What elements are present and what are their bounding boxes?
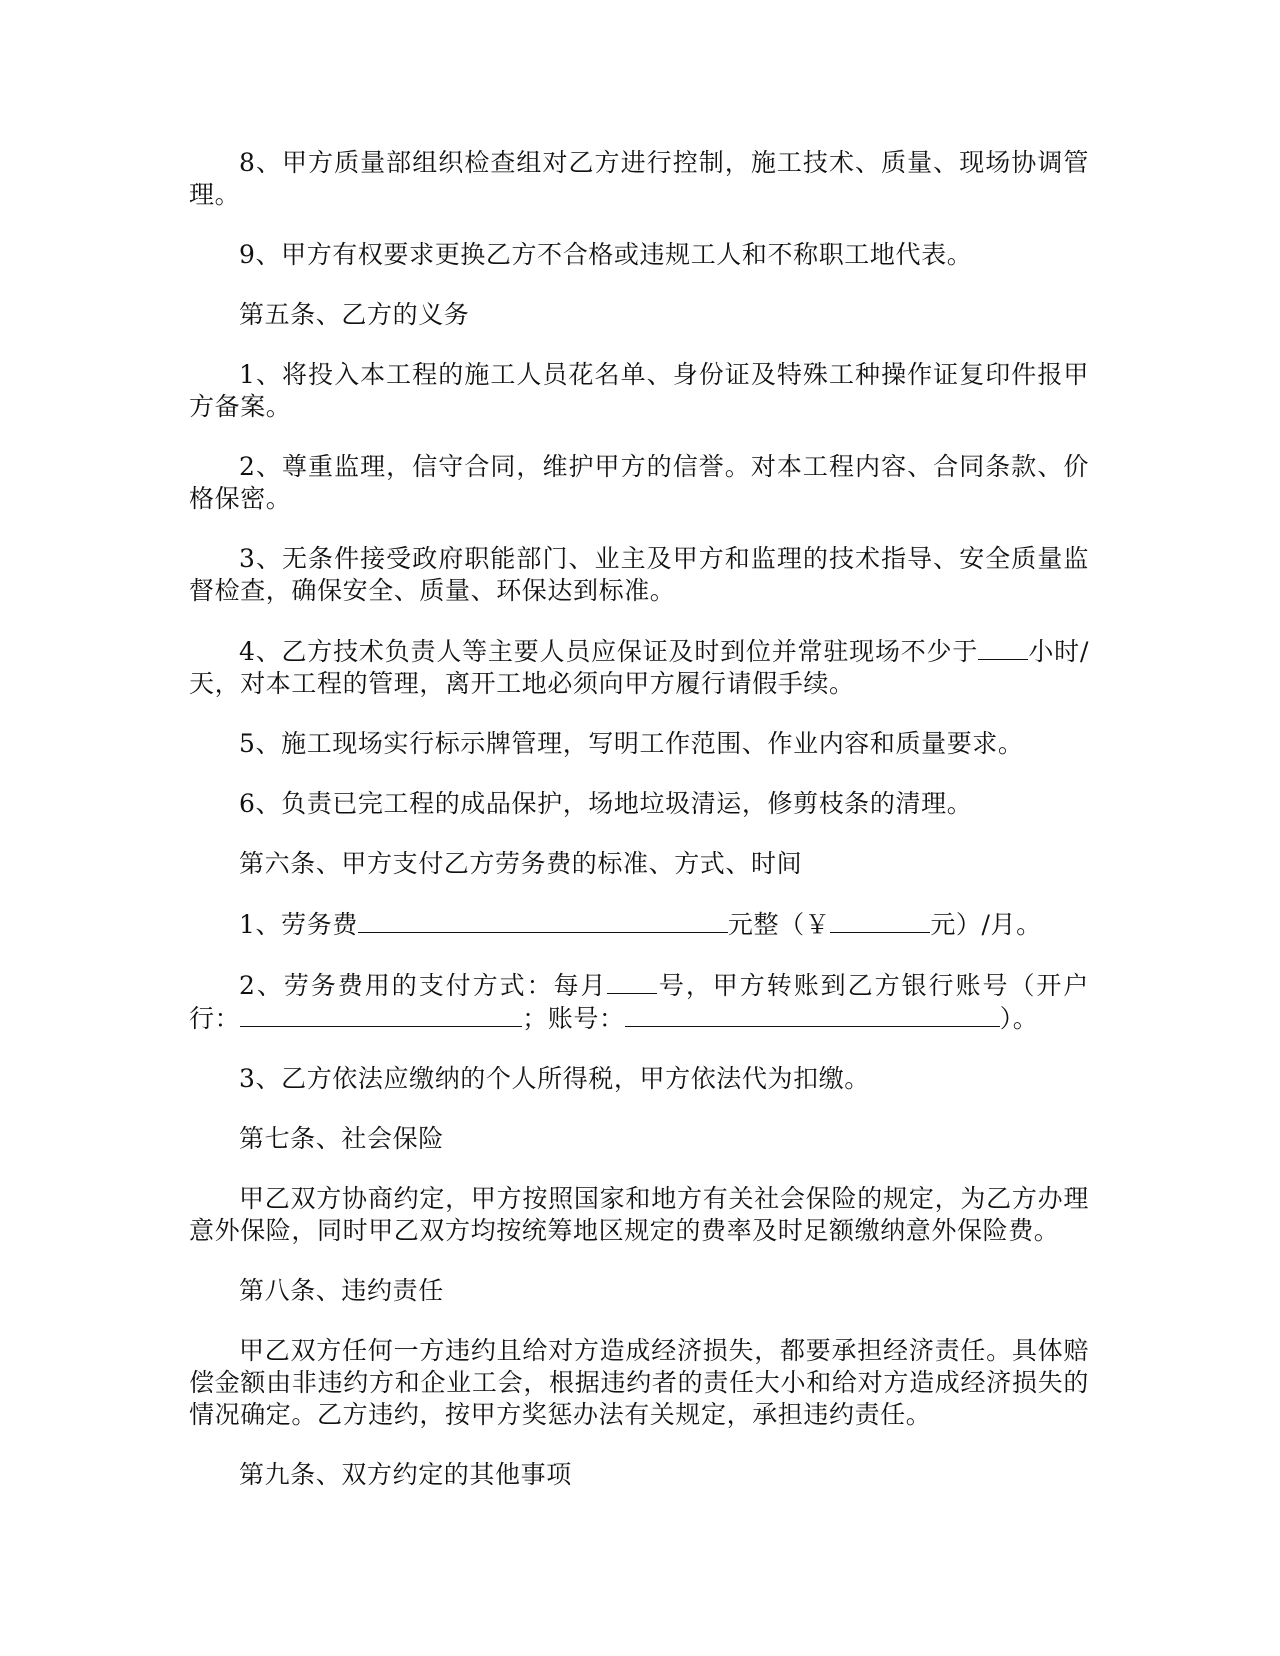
article-9-title: 第九条、双方约定的其他事项 (239, 1460, 572, 1489)
article-7-title: 第七条、社会保险 (239, 1124, 444, 1153)
document-body (189, 147, 1089, 1519)
clause-5-2: 2、尊重监理，信守合同，维护甲方的信誉。对本工程内容、合同条款、价格保密。 (189, 452, 1089, 513)
clause-6-2-account-label: ；账号： (522, 1004, 625, 1033)
clause-6-1-label: 1、劳务费 (239, 910, 358, 939)
clause-5-5: 5、施工现场实行标示牌管理，写明工作范围、作业内容和质量要求。 (239, 729, 1024, 758)
clause-5-4-text-end: 小时/天，对本工程的管理，离开工地必须向甲方履行请假手续。 (189, 637, 1089, 698)
clause-6-2-end: ）。 (999, 1004, 1039, 1033)
account-number-blank[interactable] (625, 1002, 1000, 1027)
clause-4-8: 8、甲方质量部组织检查组对乙方进行控制，施工技术、质量、现场协调管理。 (189, 148, 1089, 209)
fee-amount-blank[interactable] (358, 908, 728, 933)
clause-6-1-end: 元）/月。 (930, 910, 1042, 939)
fee-number-blank[interactable] (830, 908, 930, 933)
clause-6-1 (189, 908, 1089, 941)
clause-6-2-bank-label: 号，甲方转账到乙方银行账号（开户行： (189, 971, 1089, 1033)
article-8-body: 甲乙双方任何一方违约且给对方造成经济损失，都要承担经济责任。具体赔偿金额由非违约方和企业工会，根据违约者的责任大小和给对方造成经济损失的情况确定。乙方违约，按甲方奖惩办法有关规定，承担违约责任。 (189, 1336, 1089, 1429)
clause-5-6: 6、负责已完工程的成品保护，场地垃圾清运，修剪枝条的清理。 (239, 789, 973, 818)
clause-5-3: 3、无条件接受政府职能部门、业主及甲方和监理的技术指导、安全质量监督检查，确保安全、质量、环保达到标准。 (189, 544, 1089, 605)
hours-blank[interactable] (978, 635, 1028, 660)
clause-5-4 (189, 635, 1089, 700)
clause-6-3: 3、乙方依法应缴纳的个人所得税，甲方依法代为扣缴。 (239, 1064, 870, 1093)
clause-4-9: 9、甲方有权要求更换乙方不合格或违规工人和不称职工地代表。 (239, 240, 973, 269)
article-5-title: 第五条、乙方的义务 (239, 300, 470, 329)
clause-6-1-yuan: 元整（￥ (727, 910, 831, 939)
article-7-body: 甲乙双方协商约定，甲方按照国家和地方有关社会保险的规定，为乙方办理意外保险，同时甲乙双方均按统筹地区规定的费率及时足额缴纳意外保险费。 (189, 1184, 1089, 1245)
article-8-title: 第八条、违约责任 (239, 1276, 444, 1305)
clause-6-2-label: 2、劳务费用的支付方式：每月 (239, 971, 608, 1000)
article-6-title: 第六条、甲方支付乙方劳务费的标准、方式、时间 (239, 849, 803, 878)
clause-5-1: 1、将投入本工程的施工人员花名单、身份证及特殊工种操作证复印件报甲方备案。 (189, 360, 1089, 421)
pay-day-blank[interactable] (607, 969, 657, 994)
bank-name-blank[interactable] (240, 1002, 522, 1027)
clause-5-4-text-start: 4、乙方技术负责人等主要人员应保证及时到位并常驻现场不少于 (239, 637, 979, 666)
clause-6-2 (189, 969, 1089, 1035)
